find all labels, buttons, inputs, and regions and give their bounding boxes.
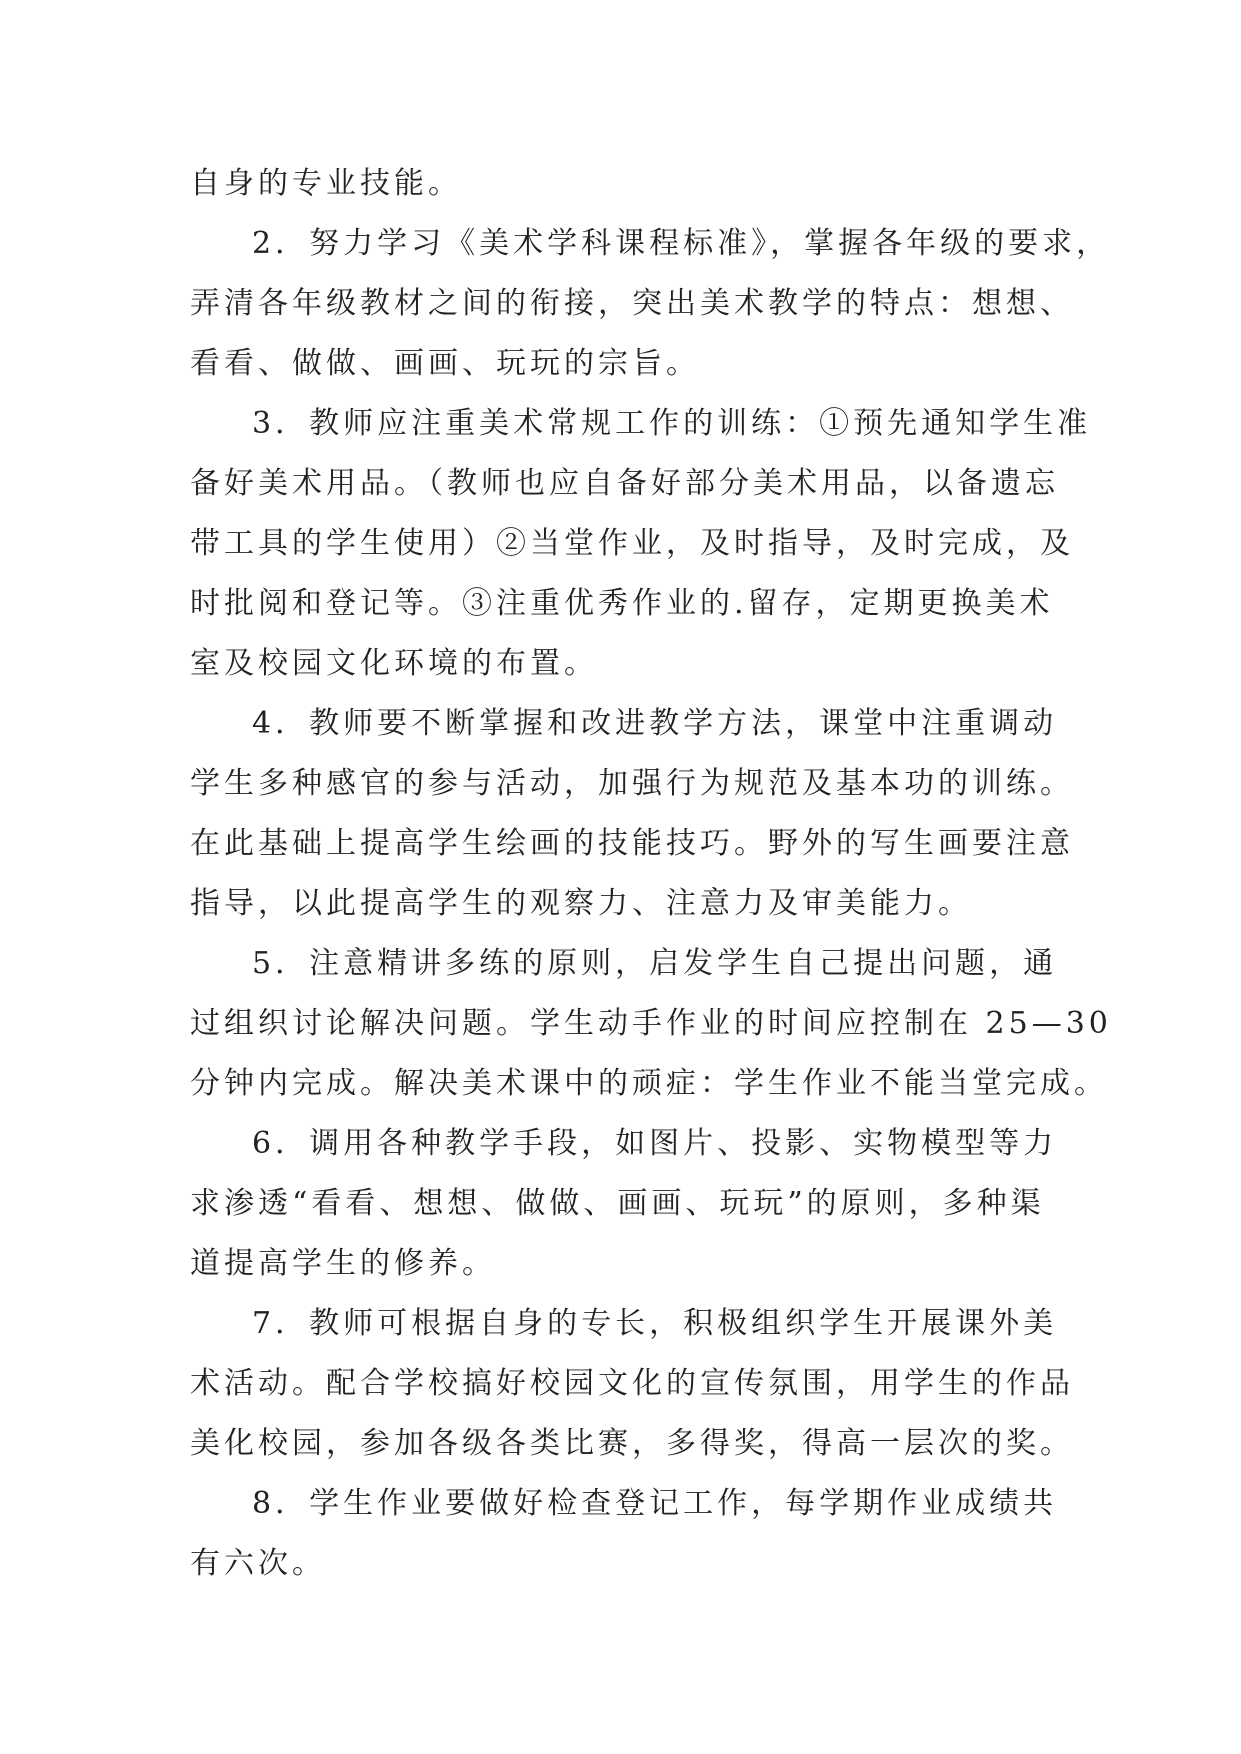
text-line: 指导，以此提高学生的观察力、注意力及审美能力。 (190, 886, 972, 921)
text-line: 术活动。配合学校搞好校园文化的宣传氛围，用学生的作品 (190, 1366, 1074, 1401)
text-line: 看看、做做、画画、玩玩的宗旨。 (190, 346, 700, 381)
text-line: 备好美术用品。（教师也应自备好部分美术用品，以备遗忘 (190, 466, 1059, 501)
text-line: 弄清各年级教材之间的衔接，突出美术教学的特点：想想、 (190, 286, 1074, 321)
text-line: 分钟内完成。解决美术课中的顽症：学生作业不能当堂完成。 (190, 1066, 1108, 1101)
text-line: 求渗透“看看、想想、做做、画画、玩玩”的原则，多种渠 (190, 1186, 1045, 1221)
paragraph-6 (190, 1114, 1070, 1294)
paragraph-7 (190, 1294, 1074, 1474)
text-line: 过组织讨论解决问题。学生动手作业的时间应控制在 25—30 (190, 1006, 1112, 1041)
paragraph-2 (190, 214, 1111, 394)
text-line: 2．努力学习《美术学科课程标准》，掌握各年级的要求， (252, 226, 1111, 261)
text-line: 道提高学生的修养。 (190, 1246, 496, 1281)
paragraph-5 (190, 934, 1112, 1114)
text-line: 时批阅和登记等。③注重优秀作业的.留存，定期更换美术 (190, 586, 1054, 621)
text-line: 带工具的学生使用）②当堂作业，及时指导，及时完成，及 (190, 526, 1074, 561)
text-line: 4．教师要不断掌握和改进教学方法，课堂中注重调动 (252, 706, 1058, 741)
text-line: 美化校园，参加各级各类比赛，多得奖，得高一层次的奖。 (190, 1426, 1074, 1461)
text-line: 8．学生作业要做好检查登记工作，每学期作业成绩共 (252, 1486, 1058, 1521)
text-line: 在此基础上提高学生绘画的技能技巧。野外的写生画要注意 (190, 826, 1074, 861)
text-line: 6．调用各种教学手段，如图片、投影、实物模型等力 (252, 1126, 1058, 1161)
text-line: 自身的专业技能。 (190, 166, 462, 201)
text-line: 学生多种感官的参与活动，加强行为规范及基本功的训练。 (190, 766, 1074, 801)
text-line: 有六次。 (190, 1546, 326, 1581)
paragraph-3 (190, 394, 1092, 694)
text-line: 3．教师应注重美术常规工作的训练：①预先通知学生准 (252, 406, 1092, 441)
text-line: 5．注意精讲多练的原则，启发学生自己提出问题，通 (252, 946, 1058, 981)
paragraph-4 (190, 694, 1074, 934)
document-body (190, 154, 1112, 1594)
text-line: 7．教师可根据自身的专长，积极组织学生开展课外美 (252, 1306, 1058, 1341)
paragraph-8 (190, 1474, 1070, 1594)
paragraph-1-continuation (190, 154, 1070, 214)
text-line: 室及校园文化环境的布置。 (190, 646, 598, 681)
